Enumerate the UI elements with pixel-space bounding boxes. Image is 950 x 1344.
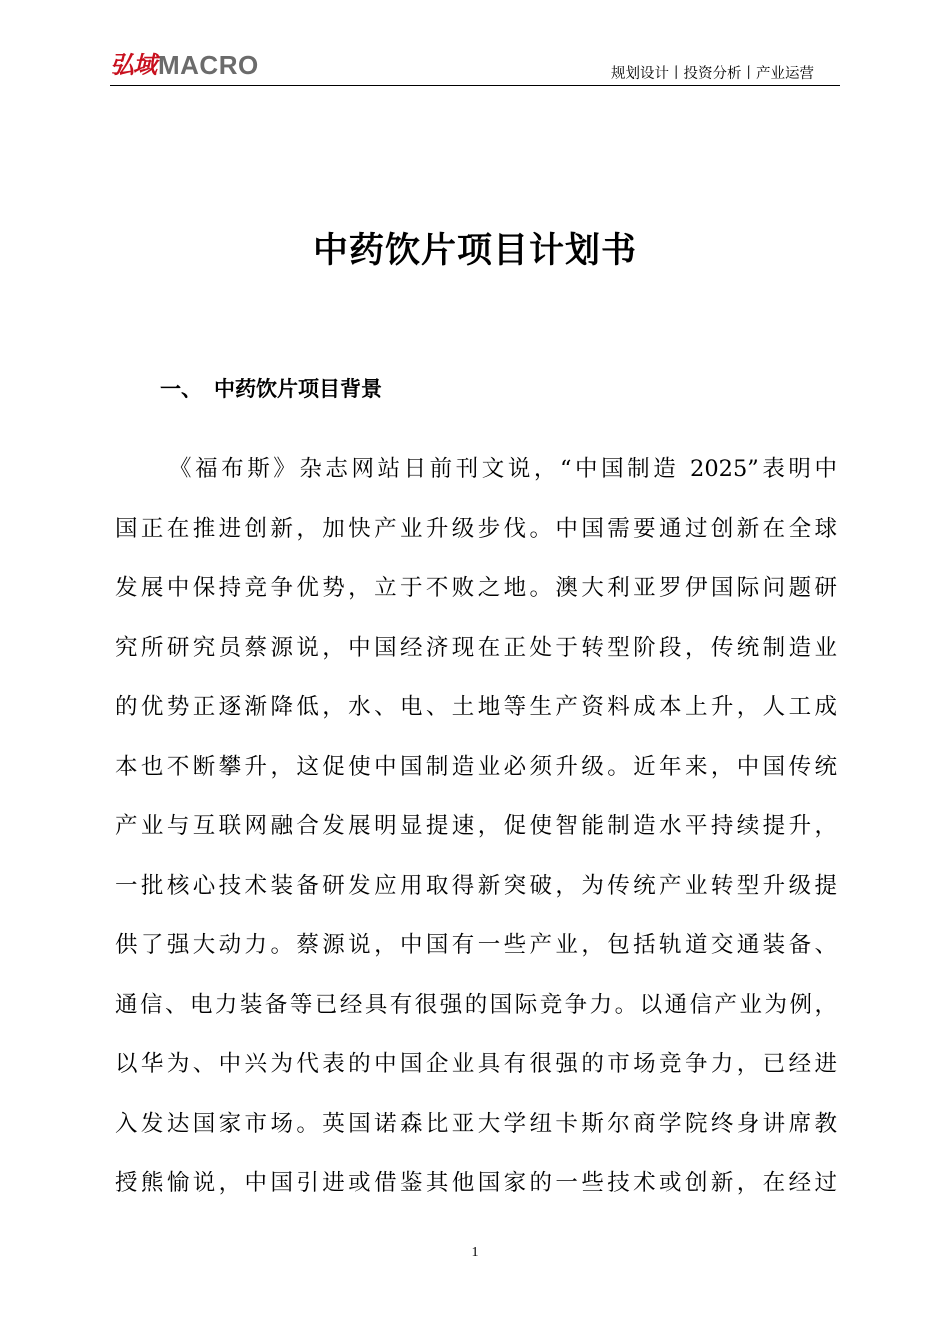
paragraph-line: 产业与互联网融合发展明显提速，促使智能制造水平持续提升， xyxy=(115,813,837,839)
logo-text: MACRO xyxy=(158,50,259,80)
paragraph-line: 供了强大动力。蔡源说，中国有一些产业，包括轨道交通装备、 xyxy=(115,932,837,958)
body-paragraph xyxy=(115,447,837,1221)
paragraph-line: 入发达国家市场。英国诺森比亚大学纽卡斯尔商学院终身讲席教 xyxy=(115,1110,837,1137)
page-number: 1 xyxy=(471,1245,479,1260)
paragraph-line: 究所研究员蔡源说，中国经济现在正处于转型阶段，传统制造业 xyxy=(115,634,837,661)
paragraph-line: 本也不断攀升，这促使中国制造业必须升级。近年来，中国传统 xyxy=(115,753,837,780)
paragraph-line: 发展中保持竞争优势，立于不败之地。澳大利亚罗伊国际问题研 xyxy=(115,575,837,601)
paragraph-line: 以华为、中兴为代表的中国企业具有很强的市场竞争力，已经进 xyxy=(115,1051,837,1077)
paragraph-line: 的优势正逐渐降低，水、电、土地等生产资料成本上升，人工成 xyxy=(115,694,837,720)
header-divider xyxy=(110,85,840,86)
paragraph-line: 《福布斯》杂志网站日前刊文说，“中国制造 2025”表明中 xyxy=(169,456,837,482)
section-title: 中药饮片项目背景 xyxy=(214,377,382,401)
paragraph-line: 一批核心技术装备研发应用取得新突破，为传统产业转型升级提 xyxy=(115,872,837,899)
company-logo xyxy=(110,50,259,80)
header-tagline: 规划设计丨投资分析丨产业运营 xyxy=(611,66,814,82)
paragraph-line: 授熊愉说，中国引进或借鉴其他国家的一些技术或创新，在经过 xyxy=(115,1170,837,1196)
page-header xyxy=(110,48,840,86)
section-heading xyxy=(160,372,382,406)
paragraph-line: 通信、电力装备等已经具有很强的国际竞争力。以通信产业为例， xyxy=(115,991,837,1018)
section-number: 一、 xyxy=(160,377,202,401)
document-title: 中药饮片项目计划书 xyxy=(312,231,637,271)
paragraph-line: 国正在推进创新，加快产业升级步伐。中国需要通过创新在全球 xyxy=(115,515,837,542)
logo-mark: 弘域 xyxy=(110,51,156,79)
